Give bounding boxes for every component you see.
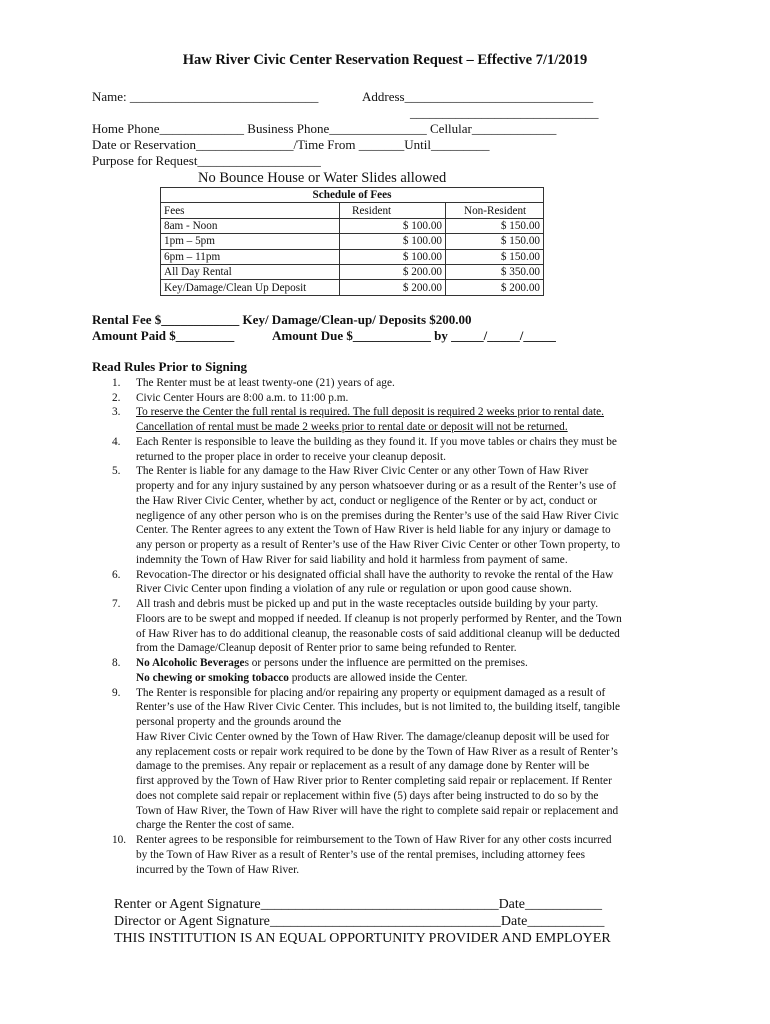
rule-line: any replacement costs or repair work required to be done by the Town of Haw River as a result of Renter’s — [136, 745, 618, 758]
list-item — [92, 376, 692, 391]
director-signature-line[interactable]: Director or Agent Signature_________________________________Date___________ — [114, 914, 605, 929]
list-item — [92, 686, 692, 834]
table-row — [161, 264, 544, 279]
amount-paid-field[interactable]: Amount Paid $_________ — [92, 328, 235, 343]
rule-line: Haw River Civic Center owned by the Town of Haw River. The damage/cleanup deposit will be used for — [136, 730, 610, 743]
emphasis-text: No chewing or smoking tobacco — [136, 671, 289, 684]
amount-due-field[interactable]: Amount Due $____________ by _____/_____/_____ — [272, 328, 556, 343]
equal-opportunity-statement: THIS INSTITUTION IS AN EQUAL OPPORTUNITY PROVIDER AND EMPLOYER — [114, 931, 611, 946]
rule-line: any person or property as a result of Renter’s use of the Haw River Civic Center or other Town property, to — [136, 539, 621, 551]
no-bounce-notice: No Bounce House or Water Slides allowed — [198, 170, 447, 186]
rule-line: returned to the proper place in order to receive your cleanup deposit. — [136, 450, 446, 463]
table-row — [161, 234, 544, 249]
list-item — [92, 597, 692, 656]
rule-line: indemnity the Town of Haw River for said liability and hold it harmless from payment of same. — [136, 553, 568, 566]
table-row — [161, 280, 544, 295]
fee-label-cell: 1pm – 5pm — [161, 234, 340, 249]
reservation-date-field[interactable]: Date or Reservation_______________/Time From _______Until_________ — [92, 137, 490, 152]
name-field[interactable]: Name: _____________________________ — [92, 89, 319, 104]
rule-line: by the Town of Haw River as a result of Renter’s use of the rental premises, including attorney fees — [136, 848, 585, 861]
rule-line: Revocation-The director or his designated official shall have the authority to revoke the rental of the Haw — [136, 568, 614, 581]
resident-fee-cell: $ 100.00 — [340, 249, 446, 264]
rule-number: 2. — [112, 391, 121, 404]
rule-line: The Renter is liable for any damage to the Haw River Civic Center or any other Town of Haw River — [136, 465, 589, 478]
fee-schedule-table — [160, 187, 544, 296]
renter-signature-line[interactable]: Renter or Agent Signature__________________________________Date___________ — [114, 897, 603, 912]
rule-line: of Haw River has to do additional cleanup, the reasonable costs of said additional cleanup will be deducted — [136, 627, 620, 640]
non-resident-fee-cell: $ 150.00 — [446, 218, 544, 233]
rule-line: The Renter must be at least twenty-one (21) years of age. — [136, 376, 395, 389]
rules-heading: Read Rules Prior to Signing — [92, 359, 248, 374]
rule-number: 3. — [112, 406, 121, 419]
list-item — [92, 405, 692, 435]
rule-number: 6. — [112, 568, 121, 581]
rule-line: negligence of any other person who is on the premises during the Renter’s use of the said Haw River Civic — [136, 509, 619, 522]
rule-line: Renter agrees to be responsible for reimbursement to the Town of Haw River for any other costs incurred — [136, 834, 612, 846]
resident-fee-cell: $ 200.00 — [340, 280, 446, 295]
resident-fee-cell: $ 100.00 — [340, 234, 446, 249]
rental-fee-line[interactable]: Rental Fee $____________ Key/ Damage/Clean-up/ Deposits $200.00 — [92, 312, 472, 327]
resident-fee-cell: $ 200.00 — [340, 264, 446, 279]
rule-number: 7. — [112, 598, 121, 610]
non-resident-fee-cell: $ 150.00 — [446, 249, 544, 264]
column-header-fees: Fees — [161, 203, 340, 218]
column-header-non-resident: Non-Resident — [446, 203, 544, 218]
rule-line: first approved by the Town of Haw River prior to Renter completing said repair or replacement. If Renter — [136, 775, 612, 787]
fee-label-cell: All Day Rental — [161, 264, 340, 279]
address-field[interactable]: Address_____________________________ — [362, 89, 594, 104]
rule-line: River Civic Center upon finding a violation of any rule or regulation or upon good cause shown. — [136, 583, 572, 596]
rules-section — [92, 360, 692, 877]
list-item — [92, 391, 692, 406]
address-field-line2[interactable]: _____________________________ — [410, 105, 599, 120]
rule-number: 1. — [112, 376, 121, 389]
table-header-row — [161, 203, 544, 218]
purpose-field[interactable]: Purpose for Request___________________ — [92, 153, 321, 168]
rule-number: 4. — [112, 435, 121, 448]
rule-line: from the Damage/Cleanup deposit of Renter prior to same being refunded to Renter. — [136, 642, 517, 655]
fee-label-cell: Key/Damage/Clean Up Deposit — [161, 280, 340, 295]
list-item — [92, 833, 692, 877]
rule-number: 5. — [112, 465, 121, 478]
rule-line: No Alcoholic Beverages or persons under the influence are permitted on the premises. — [136, 657, 528, 669]
rule-line: Floors are to be swept and mopped if needed. If cleanup is not properly performed by Renter, and the Town — [136, 612, 622, 625]
rule-line: personal property and the grounds around the — [136, 716, 342, 728]
list-item — [92, 464, 692, 567]
rule-line: the Haw River Civic Center, whether by act, conduct or negligence of the Renter or by act, conduct or — [136, 494, 597, 507]
rule-line: To reserve the Center the full rental is required. The full deposit is required 2 weeks prior to rental date. — [136, 406, 604, 419]
emphasis-text: No Alcoholic Beverage — [136, 657, 245, 669]
list-item — [92, 568, 692, 598]
table-row — [161, 249, 544, 264]
rule-number: 8. — [112, 657, 121, 669]
fee-label-cell: 6pm – 11pm — [161, 249, 340, 264]
column-header-resident: Resident — [340, 203, 446, 218]
rules-list — [92, 376, 692, 878]
phone-fields[interactable]: Home Phone_____________ Business Phone_______________ Cellular_____________ — [92, 121, 557, 136]
rule-line: property and for any injury sustained by any person whatsoever during or as a result of the Renter’s use of — [136, 480, 617, 492]
non-resident-fee-cell: $ 200.00 — [446, 280, 544, 295]
rule-line: Cancellation of rental must be made 2 weeks prior to rental date or deposit will not be returned. — [136, 421, 568, 433]
rule-line: damage to the premises. Any repair or replacement as a result of any damage done by Renter will be — [136, 760, 590, 773]
rule-line: No chewing or smoking tobacco products are allowed inside the Center. — [136, 671, 468, 684]
table-row — [161, 218, 544, 233]
non-resident-fee-cell: $ 150.00 — [446, 234, 544, 249]
page-title: Haw River Civic Center Reservation Request – Effective 7/1/2019 — [182, 52, 588, 68]
rule-line: Center. The Renter agrees to any extent the Town of Haw River is held liable for any injury or damage to — [136, 524, 611, 537]
list-item — [92, 656, 692, 686]
rule-number: 10. — [112, 834, 127, 846]
rule-line: Each Renter is responsible to leave the building as they found it. If you move tables or chairs they must be — [136, 435, 617, 448]
fee-label-cell: 8am - Noon — [161, 218, 340, 233]
fee-table-caption: Schedule of Fees — [161, 188, 544, 203]
rule-line: All trash and debris must be picked up and put in the waste receptacles outside building by your party. — [136, 598, 599, 610]
rule-line: The Renter is responsible for placing and/or repairing any property or equipment damaged as a result of — [136, 686, 606, 699]
rule-line: Town of Haw River, the Town of Haw River will have the right to complete said repair or replacement and — [136, 804, 619, 817]
rule-line: Renter’s use of the Haw River Civic Center. This includes, but is not limited to, the building itself, tangible — [136, 701, 621, 714]
rule-line: incurred by the Town of Haw River. — [136, 863, 300, 876]
rule-line: Civic Center Hours are 8:00 a.m. to 11:00 p.m. — [136, 391, 349, 404]
resident-fee-cell: $ 100.00 — [340, 218, 446, 233]
rule-number: 9. — [112, 686, 121, 699]
rule-line: does not complete said repair or replacement within five (5) days after being instructed to do so by the — [136, 789, 599, 802]
rule-line: charge the Renter the cost of same. — [136, 819, 295, 832]
table-caption-row — [161, 188, 544, 203]
list-item — [92, 435, 692, 465]
non-resident-fee-cell: $ 350.00 — [446, 264, 544, 279]
